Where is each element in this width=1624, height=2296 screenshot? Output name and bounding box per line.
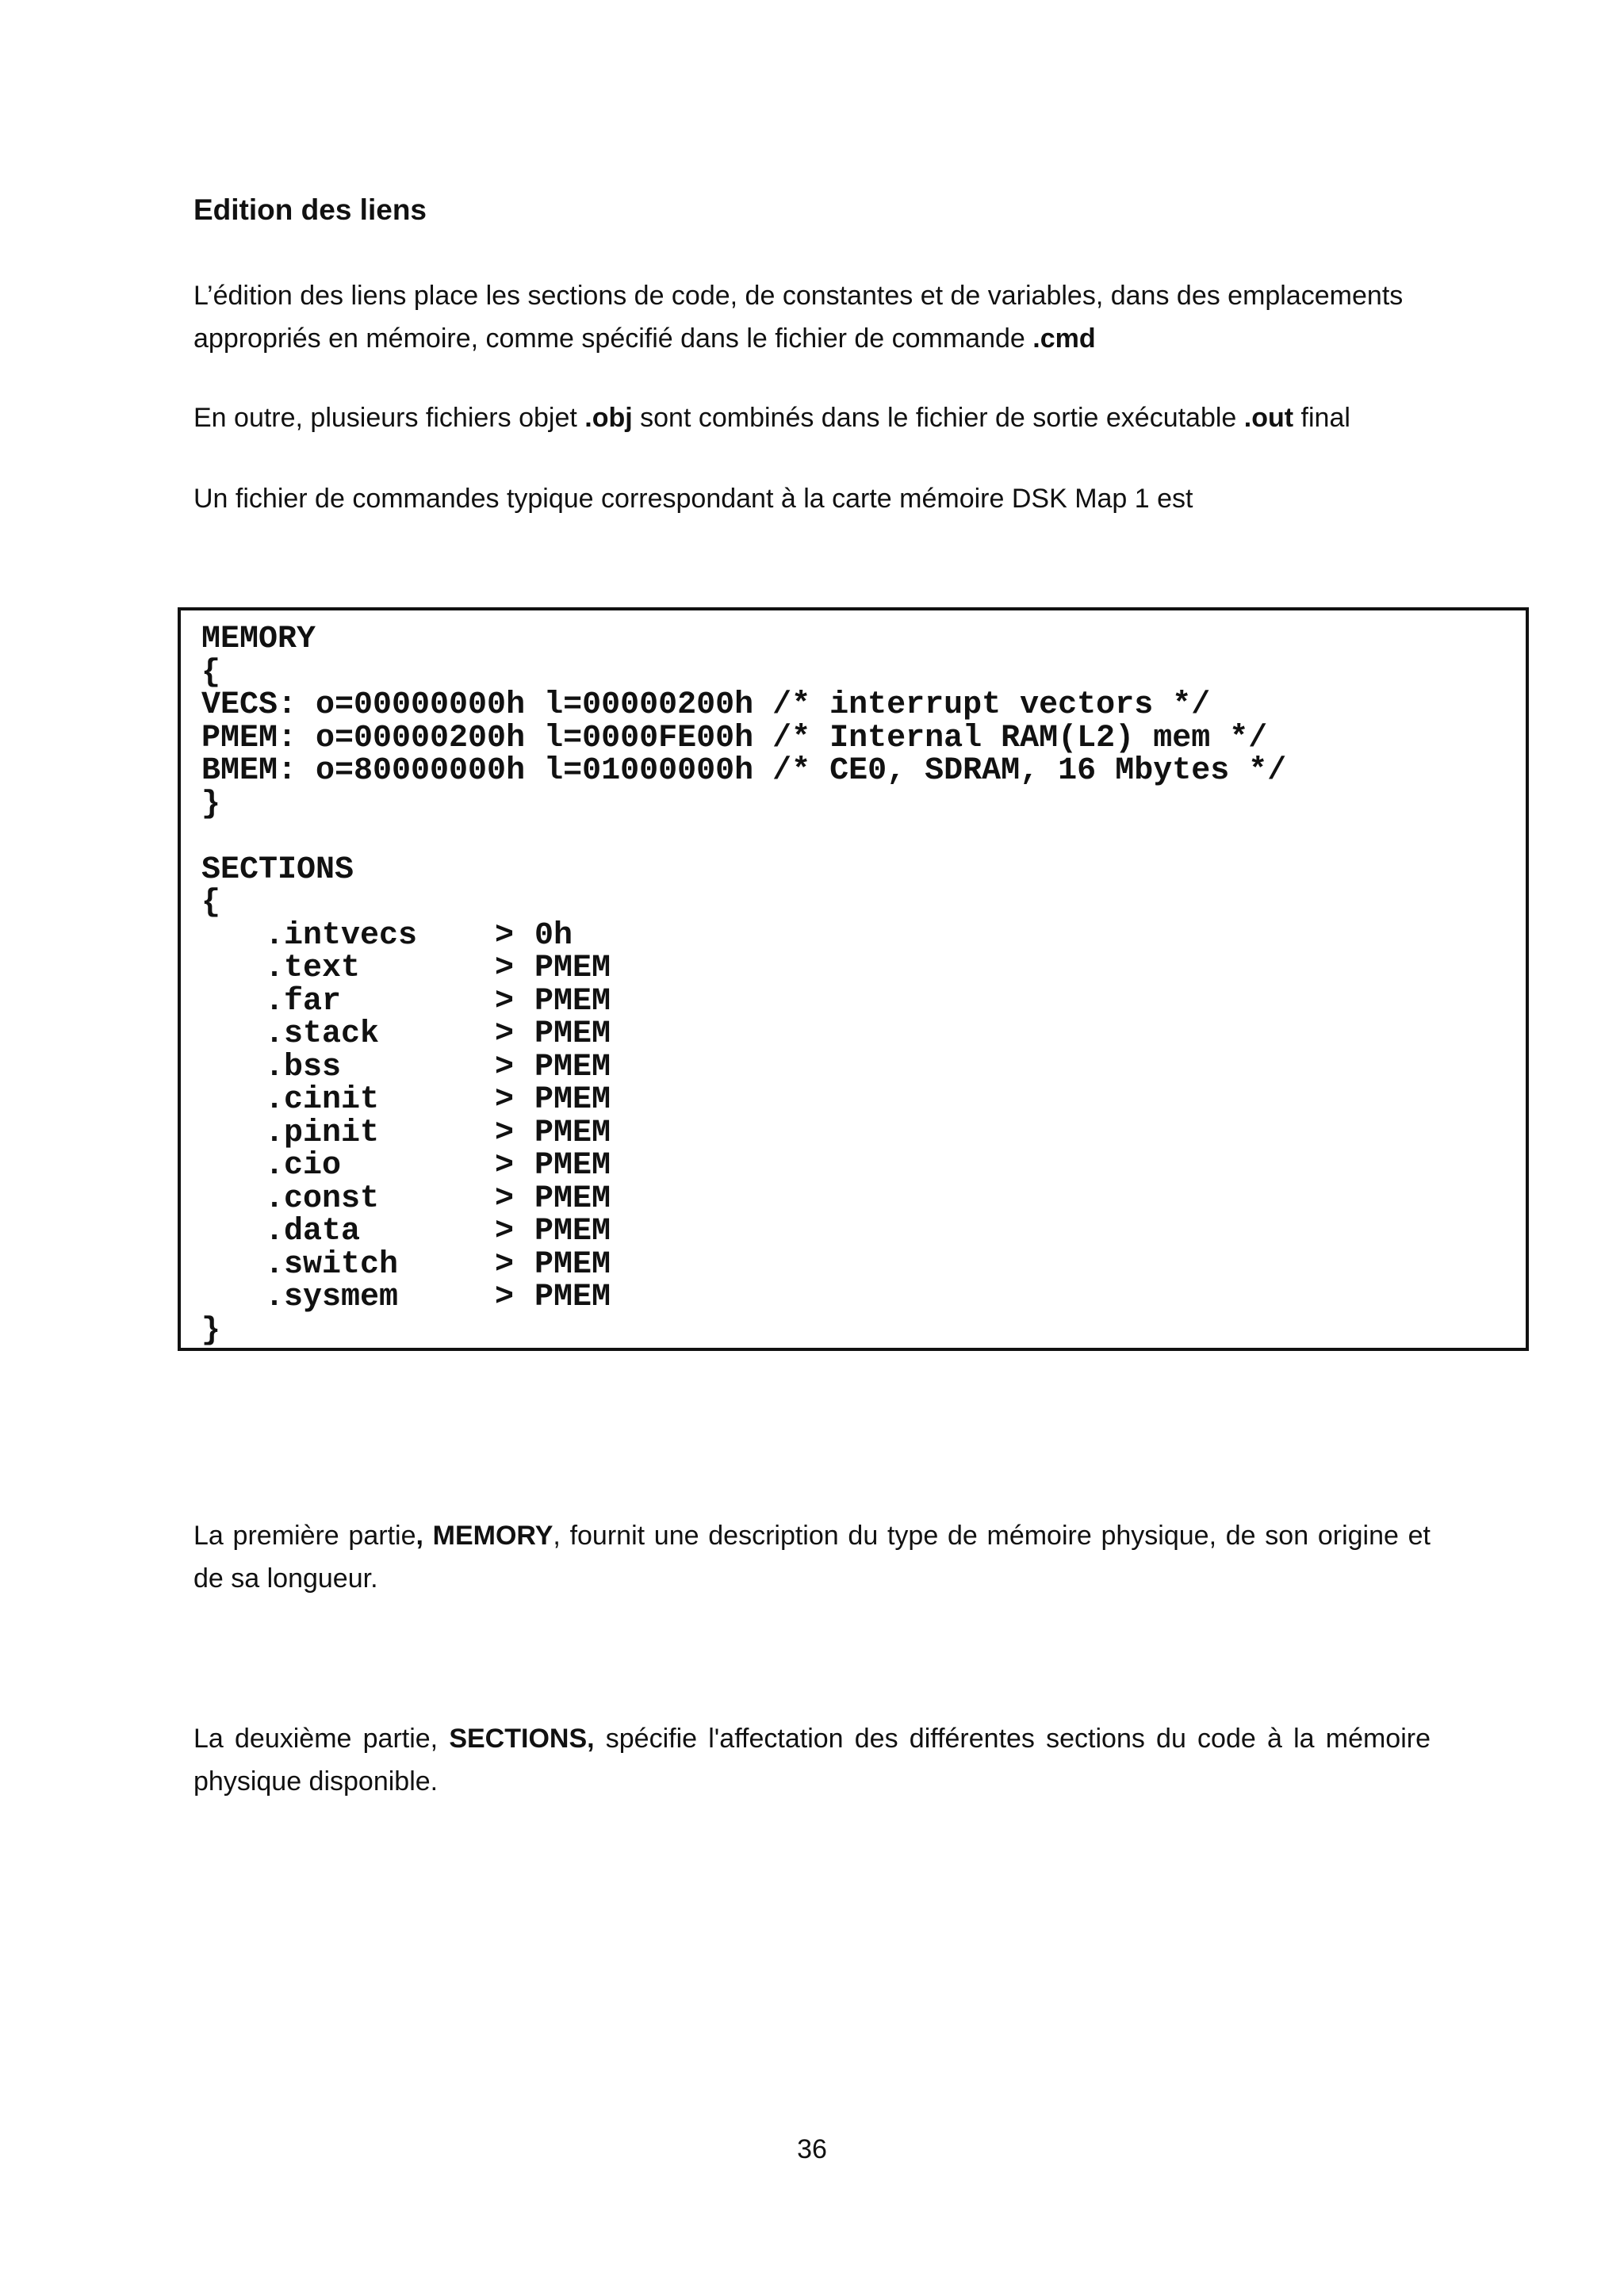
paragraph-linking-intro xyxy=(193,274,1431,360)
section-target: PMEM xyxy=(534,1181,611,1217)
section-target: PMEM xyxy=(534,1115,611,1151)
section-row xyxy=(201,1215,1505,1249)
open-brace: { xyxy=(201,885,221,920)
section-row xyxy=(201,1084,1505,1117)
memory-line: VECS: o=00000000h l=00000200h /* interrupt vectors */ xyxy=(201,687,1211,723)
paragraph-text: L’édition des liens place les sections de code, de constantes et de variables, dans des emplacements appropriés en mémoire, comme spécifié dans le fichier de commande xyxy=(193,281,1404,354)
memory-line: PMEM: o=00000200h l=0000FE00h /* Internal RAM(L2) mem */ xyxy=(201,720,1268,756)
section-name: .pinit xyxy=(265,1115,380,1151)
page-number: 36 xyxy=(797,2134,827,2164)
section-row xyxy=(201,952,1505,985)
section-target: 0h xyxy=(534,917,573,954)
section-row xyxy=(201,985,1505,1019)
section-arrow: > xyxy=(495,917,515,954)
memory-definitions xyxy=(201,689,1505,788)
section-arrow: > xyxy=(495,951,515,986)
memory-keyword: MEMORY xyxy=(201,622,316,657)
out-extension: .out xyxy=(1243,403,1294,433)
section-arrow: > xyxy=(495,1148,515,1184)
memory-bold: , MEMORY xyxy=(416,1521,553,1551)
section-row xyxy=(201,1183,1505,1216)
close-brace: } xyxy=(201,1312,221,1349)
section-name: .intvecs xyxy=(265,917,418,954)
paragraph-text: En outre, plusieurs fichiers objet xyxy=(193,403,585,433)
section-name: .bss xyxy=(265,1049,342,1085)
section-row xyxy=(201,1246,1505,1283)
open-brace: { xyxy=(201,654,221,691)
section-target: PMEM xyxy=(534,1082,611,1118)
section-name: .stack xyxy=(265,1016,380,1052)
section-target: PMEM xyxy=(534,1280,611,1315)
memory-line: BMEM: o=80000000h l=01000000h /* CE0, SDRAM, 16 Mbytes */ xyxy=(201,753,1287,789)
section-row xyxy=(201,1018,1505,1051)
paragraph-text: La deuxième partie, xyxy=(193,1724,450,1754)
section-target: PMEM xyxy=(534,1016,611,1052)
section-target: PMEM xyxy=(534,1214,611,1249)
section-arrow: > xyxy=(495,1082,515,1118)
section-name: .switch xyxy=(265,1246,399,1283)
section-target: PMEM xyxy=(534,951,611,986)
section-definitions xyxy=(201,917,1505,1315)
close-brace: } xyxy=(201,786,221,822)
paragraph-text: La première partie xyxy=(193,1521,416,1551)
section-name: .const xyxy=(265,1181,380,1217)
section-name: .data xyxy=(265,1214,361,1249)
paragraph-memory-explanation xyxy=(193,1514,1431,1600)
section-row xyxy=(201,917,1505,954)
blank-line xyxy=(201,821,1505,854)
section-target: PMEM xyxy=(534,1049,611,1085)
paragraph-command-file: Un fichier de commandes typique correspondant à la carte mémoire DSK Map 1 est xyxy=(193,484,1193,514)
section-name: .cio xyxy=(265,1148,342,1184)
sections-bold: SECTIONS, xyxy=(449,1724,595,1754)
linker-command-code-block xyxy=(178,607,1529,1351)
paragraph-text: spécifie l'affectation des différentes sections du code à la mémoire physique disponible. xyxy=(193,1724,1431,1797)
section-arrow: > xyxy=(495,1115,515,1151)
section-arrow: > xyxy=(495,1049,515,1085)
section-heading: Edition des liens xyxy=(193,193,427,226)
section-name: .text xyxy=(265,951,361,986)
paragraph-text: sont combinés dans le fichier de sortie exécutable xyxy=(632,403,1244,433)
section-row xyxy=(201,1150,1505,1183)
paragraph-text: , fournit une description du type de mémoire physique, de son origine et de sa longueur. xyxy=(193,1521,1431,1594)
section-row xyxy=(201,1051,1505,1085)
section-target: PMEM xyxy=(534,1246,611,1283)
section-row xyxy=(201,1281,1505,1314)
paragraph-sections-explanation xyxy=(193,1717,1431,1803)
paragraph-object-files xyxy=(193,396,1431,439)
section-name: .sysmem xyxy=(265,1280,399,1315)
section-name: .far xyxy=(265,983,342,1020)
section-arrow: > xyxy=(495,1214,515,1249)
section-row xyxy=(201,1117,1505,1150)
paragraph-text: final xyxy=(1293,403,1350,433)
section-arrow: > xyxy=(495,1181,515,1217)
section-target: PMEM xyxy=(534,983,611,1020)
section-arrow: > xyxy=(495,1016,515,1052)
section-target: PMEM xyxy=(534,1148,611,1184)
section-arrow: > xyxy=(495,983,515,1020)
cmd-extension: .cmd xyxy=(1032,323,1096,354)
section-name: .cinit xyxy=(265,1082,380,1118)
section-arrow: > xyxy=(495,1246,515,1283)
obj-extension: .obj xyxy=(584,403,633,433)
section-arrow: > xyxy=(495,1280,515,1315)
sections-keyword: SECTIONS xyxy=(201,851,354,888)
